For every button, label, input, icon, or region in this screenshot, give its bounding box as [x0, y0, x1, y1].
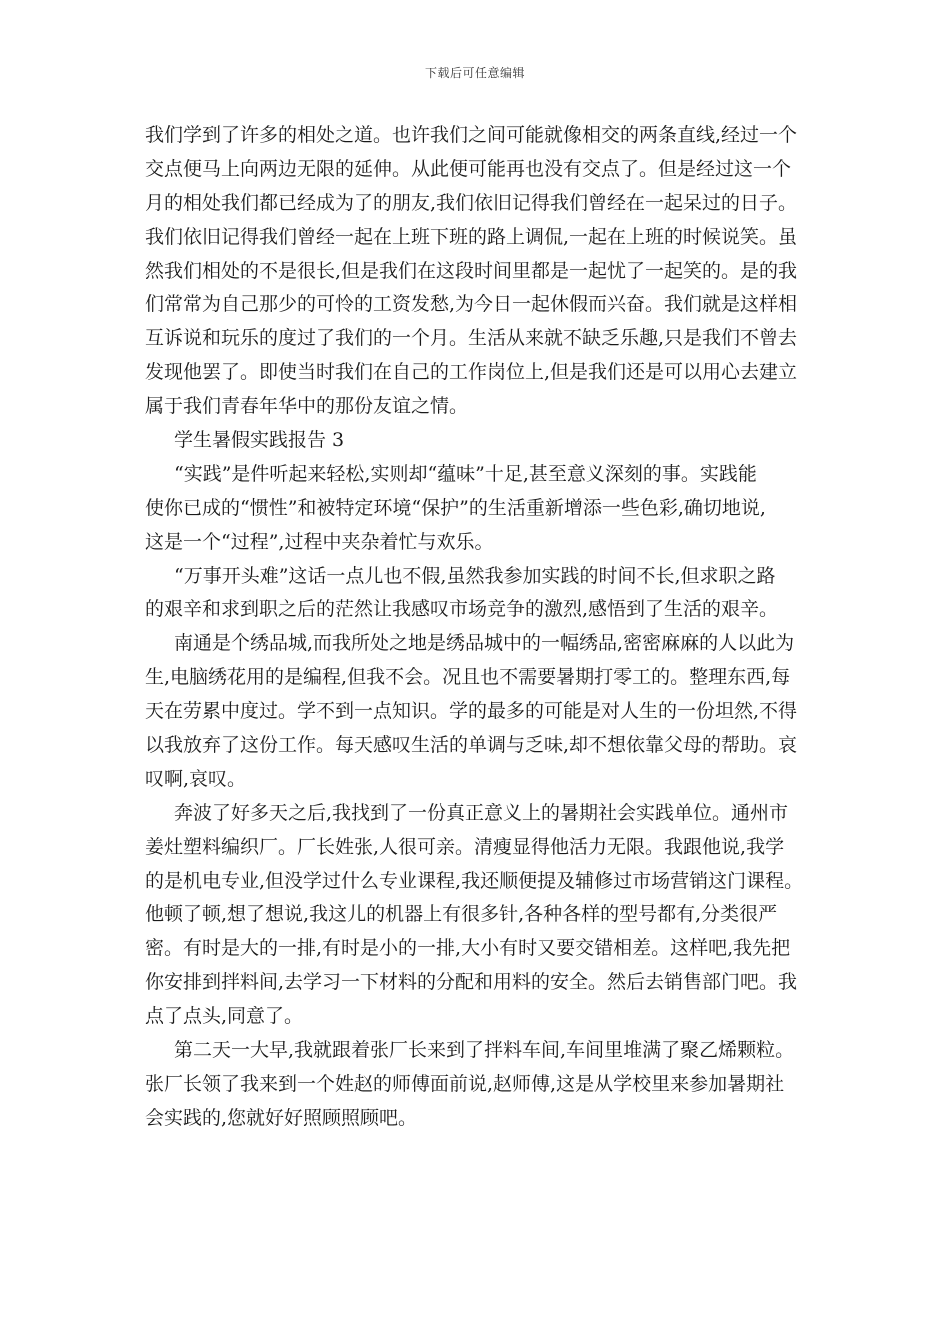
- page-header: 下载后可任意编辑: [424, 66, 525, 80]
- text-line: 的是机电专业,但没学过什么专业课程,我还顺便提及辅修过市场营销这门课程。: [145, 869, 804, 892]
- text-line: 使你已成的“惯性”和被特定环境“保护”的生活重新增添一些色彩,确切地说,: [145, 496, 766, 519]
- text-line: 天在劳累中度过。学不到一点知识。学的最多的可能是对人生的一份坦然,不得: [145, 700, 798, 723]
- text-line: 点了点头,同意了。: [145, 1005, 304, 1028]
- text-line: 以我放弃了这份工作。每天感叹生活的单调与乏味,却不想依靠父母的帮助。哀: [145, 734, 798, 757]
- text-line: 会实践的,您就好好照顾照顾吧。: [145, 1106, 418, 1129]
- text-line: 姜灶塑料编织厂。厂长姓张,人很可亲。清瘦显得他活力无限。我跟他说,我学: [145, 835, 785, 858]
- text-line: 奔波了好多天之后,我找到了一份真正意义上的暑期社会实践单位。通州市: [174, 801, 789, 824]
- text-line: 我们依旧记得我们曾经一起在上班下班的路上调侃,一起在上班的时候说笑。虽: [145, 225, 798, 248]
- text-line: 密。有时是大的一排,有时是小的一排,大小有时又要交错相差。这样吧,我先把: [145, 937, 791, 960]
- text-line: 叹啊,哀叹。: [145, 767, 247, 790]
- text-line: 他顿了顿,想了想说,我这儿的机器上有很多针,各种各样的型号都有,分类很严: [145, 903, 778, 926]
- text-line: 学生暑假实践报告 3: [174, 429, 345, 452]
- text-line: 互诉说和玩乐的度过了我们的一个月。生活从来就不缺乏乐趣,只是我们不曾去: [145, 327, 798, 350]
- text-line: 第二天一大早,我就跟着张厂长来到了拌料车间,车间里堆满了聚乙烯颗粒。: [174, 1039, 795, 1062]
- text-line: 我们学到了许多的相处之道。也许我们之间可能就像相交的两条直线,经过一个: [145, 124, 798, 146]
- text-line: 这是一个“过程”,过程中夹杂着忙与欢乐。: [145, 530, 494, 553]
- text-line: 你安排到拌料间,去学习一下材料的分配和用料的安全。然后去销售部门吧。我: [145, 971, 798, 994]
- text-line: 的艰辛和求到职之后的茫然让我感叹市场竞争的激烈,感悟到了生活的艰辛。: [145, 598, 779, 621]
- text-line: 南通是个绣品城,而我所处之地是绣品城中的一幅绣品,密密麻麻的人以此为: [174, 632, 795, 655]
- text-line: 然我们相处的不是很长,但是我们在这段时间里都是一起忧了一起笑的。是的我: [145, 259, 798, 282]
- text-line: 属于我们青春年华中的那份友谊之情。: [145, 395, 469, 418]
- text-line: 交点便马上向两边无限的延伸。从此便可能再也没有交点了。但是经过这一个: [145, 157, 792, 180]
- text-line: “实践”是件听起来轻松,实则却“蕴味”十足,甚至意义深刻的事。实践能: [174, 462, 757, 485]
- text-line: 生,电脑绣花用的是编程,但我不会。况且也不需要暑期打零工的。整理东西,每: [145, 666, 791, 689]
- document-body: [145, 119, 809, 1136]
- text-line: 月的相处我们都已经成为了的朋友,我们依旧记得我们曾经在一起呆过的日子。: [145, 191, 798, 214]
- text-line: 们常常为自己那少的可怜的工资发愁,为今日一起休假而兴奋。我们就是这样相: [145, 293, 798, 316]
- text-line: “万事开头难”这话一点儿也不假,虽然我参加实践的时间不长,但求职之路: [174, 564, 776, 587]
- text-line: 发现他罢了。即使当时我们在自己的工作岗位上,但是我们还是可以用心去建立: [145, 361, 798, 384]
- text-line: 张厂长领了我来到一个姓赵的师傅面前说,赵师傅,这是从学校里来参加暑期社: [145, 1072, 785, 1095]
